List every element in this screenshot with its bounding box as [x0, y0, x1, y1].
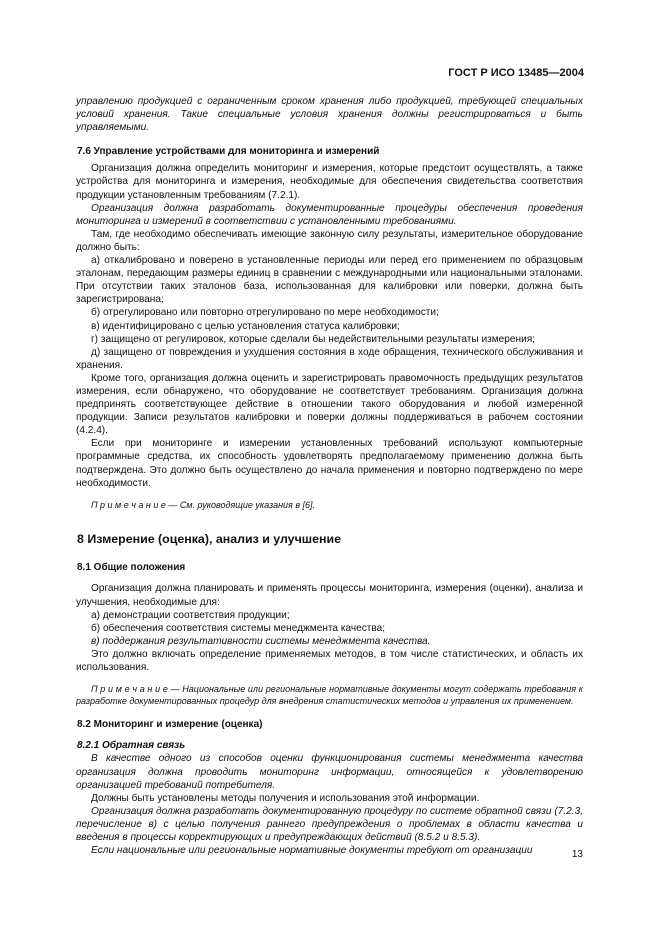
note-7-6: П р и м е ч а н и е — См. руководящие указания в [6].: [91, 499, 316, 510]
paragraph-7-6-1: Организация должна определить мониторинг и измерения, которые предстоит осуществлять, а также устройства для мониторинга и измерения, необходимые для обеспечения свидетельства соответствия продукции установленным требованиям (7.2.1).: [76, 163, 583, 201]
paragraph-8-1-1: Организация должна планировать и применять процессы мониторинга, измерения (оценки), анализа и улучшения, необходимые для:: [76, 583, 583, 608]
list-item-7-6-b: б) отрегулировано или повторно отрегулировано по мере необходимости;: [91, 307, 439, 319]
heading-8: 8 Измерение (оценка), анализ и улучшение: [77, 532, 341, 547]
list-item-7-6-e: д) защищено от повреждения и ухудшения состояния в ходе обращения, технического обслуживания и хранения.: [76, 346, 583, 371]
note-8-1: П р и м е ч а н и е — Национальные или региональные нормативные документы могут содержать требования к разработке документированных процедур для внедрения статистических методов и управления их применением.: [76, 684, 583, 706]
list-item-7-6-c: в) идентифицировано с целью установления статуса калибровки;: [91, 320, 400, 332]
list-item-8-1-a: а) демонстрации соответствия продукции;: [91, 609, 290, 621]
paragraph-7-6-3: Там, где необходимо обеспечивать имеющие законную силу результаты, измерительное оборудование должно быть:: [76, 228, 583, 253]
paragraph-continuation: управлению продукцией с ограниченным сроком хранения либо продукцией, требующей специальных условий хранения. Такие специальные условия хранения должны регистрироваться и быть управляемыми.: [76, 96, 583, 134]
heading-8-2: 8.2 Мониторинг и измерение (оценка): [77, 719, 263, 731]
list-item-8-1-b: б) обеспечения соответствия системы менеджмента качества;: [91, 622, 386, 634]
page-content: [76, 95, 583, 857]
paragraph-8-2-1-4: Если национальные или региональные нормативные документы требуют от организации: [91, 845, 533, 857]
list-item-7-6-a: а) откалибровано и поверено в установленные периоды или перед его применением по образцовым эталонам, передающим размеры единиц в сравнении с международными или национальными эталонами. При отсутствии таких эталонов база, использованная для калибровки или поверки, должна быть зарегистрирована;: [76, 255, 583, 306]
heading-8-2-1: 8.2.1 Обратная связь: [77, 740, 186, 752]
heading-7-6: 7.6 Управление устройствами для мониторинга и измерений: [77, 146, 380, 158]
list-item-8-1-c: в) поддержания результативности системы менеджмента качества.: [91, 635, 431, 647]
heading-8-1: 8.1 Общие положения: [77, 562, 186, 574]
paragraph-7-6-2: Организация должна разработать документированные процедуры обеспечения проведения мониторинга и измерений в соответствии с установленными требованиями.: [76, 202, 583, 227]
page-number: 13: [571, 849, 583, 860]
paragraph-8-1-2: Это должно включать определение применяемых методов, в том числе статистических, и область их использования.: [76, 648, 583, 673]
list-item-7-6-d: г) защищено от регулировок, которые сделали бы недействительными результаты измерения;: [91, 333, 535, 345]
paragraph-7-6-4: Кроме того, организация должна оценить и зарегистрировать правомочность предыдущих результатов измерения, если обнаружено, что оборудование не соответствует требованиям. Организация должна предпринять соответствующее действие в отношении такого оборудования и любой измеренной продукции. Записи результатов калибровки и поверки должны поддерживаться в рабочем состоянии (4.2.4).: [76, 372, 583, 437]
paragraph-8-2-1-1: В качестве одного из способов оценки функционирования системы менеджмента качества организация должна проводить мониторинг информации, относящейся к удовлетворению организацией требований потребителя.: [76, 753, 583, 791]
document-header: ГОСТ Р ИСО 13485—2004: [448, 67, 584, 79]
paragraph-7-6-5: Если при мониторинге и измерении установленных требований используют компьютерные программные средства, их способность удовлетворять предполагаемому применению должна быть подтверждена. Это должно быть осуществлено до начала применения и повторно подтверждено по мере необходимости.: [76, 438, 583, 489]
paragraph-8-2-1-3: Организация должна разработать документированную процедуру по системе обратной связи (7.2.3, перечисление в) с целью получения раннего предупреждения о проблемах в области качества и введения в процессы корректирующих и предупреждающих действий (8.5.2 и 8.5.3).: [76, 805, 583, 843]
paragraph-8-2-1-2: Должны быть установлены методы получения и использования этой информации.: [91, 792, 480, 804]
